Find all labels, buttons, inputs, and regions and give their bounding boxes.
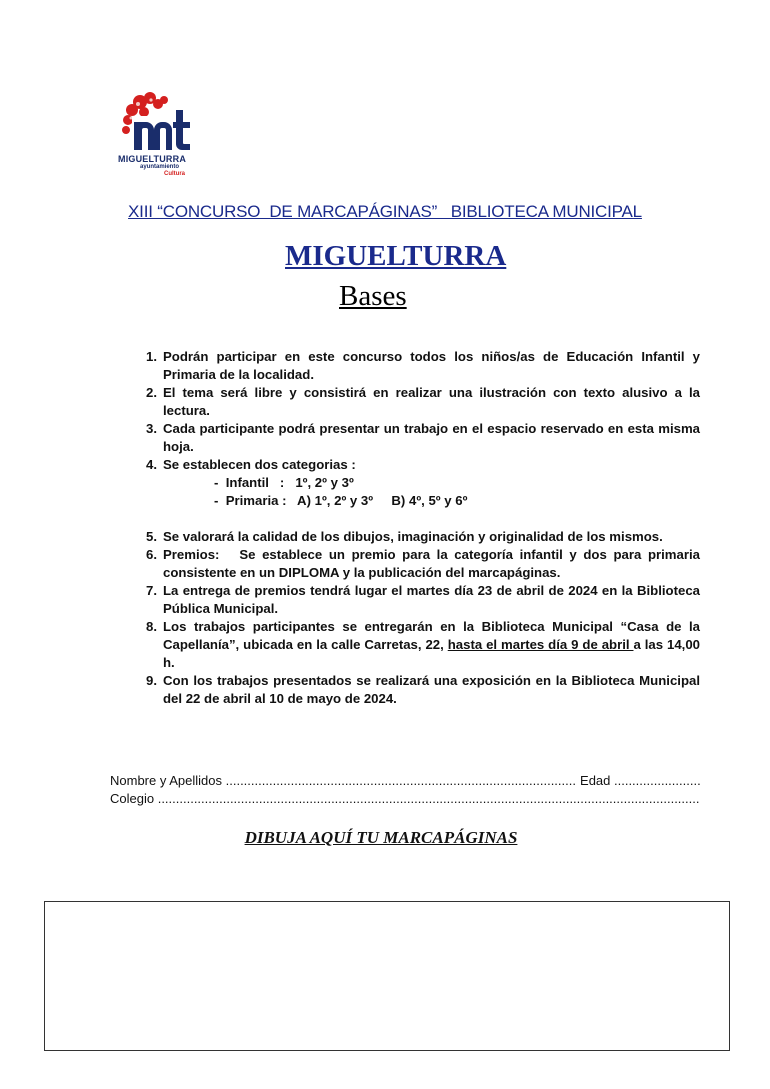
- rule-item: 6. Premios: Se establece un premio para la categoría infantil y dos para primaria consistente en un DIPLOMA y la publicación del marcapáginas.: [146, 547, 704, 580]
- school-line: [110, 790, 700, 808]
- logo-name: MIGUELTURRA: [118, 154, 187, 164]
- age-label: Edad: [576, 773, 614, 788]
- rule-item: 2. El tema será libre y consistirá en realizar una ilustración con texto alusivo a la lectura.: [146, 385, 700, 418]
- bases-heading: Bases: [339, 280, 407, 312]
- rule-item: 3. Cada participante podrá presentar un trabajo en el espacio reservado en esta misma hoja.: [146, 421, 700, 454]
- entry-form: [110, 772, 700, 808]
- draw-instruction: DIBUJA AQUÍ TU MARCAPÁGINAS: [244, 828, 518, 847]
- logo-subtitle-culture: Cultura: [164, 171, 185, 177]
- town-title: MIGUELTURRA: [285, 240, 507, 272]
- migelturra-logo: [118, 92, 202, 184]
- rule-item: 9. Con los trabajos presentados se realizará una exposición en la Biblioteca Municipal del 22 de abril al 10 de mayo de 2024.: [146, 673, 700, 706]
- logo-subtitle: ayuntamiento: [140, 164, 180, 170]
- rule-item: 5. Se valorará la calidad de los dibujos, imaginación y originalidad de los mismos.: [146, 529, 663, 544]
- rule-item: 7. La entrega de premios tendrá lugar el martes día 23 de abril de 2024 en la Biblioteca Pública Municipal.: [146, 583, 700, 616]
- rules-list: [128, 348, 704, 708]
- name-age-line: [110, 772, 700, 790]
- rule-item: 4. Se establecen dos categorias :: [146, 457, 356, 472]
- rule-item: 1. Podrán participar en este concurso todos los niños/as de Educación Infantil y Primaria de la localidad.: [146, 349, 700, 382]
- contest-title: XIII “CONCURSO DE MARCAPÁGINAS” BIBLIOTECA MUNICIPAL: [128, 202, 642, 221]
- logo-mark-icon: [118, 92, 202, 156]
- school-label: Colegio: [110, 791, 158, 806]
- age-field[interactable]: [614, 772, 700, 790]
- name-label: Nombre y Apellidos: [110, 773, 226, 788]
- rule-item: 8. Los trabajos participantes se entregarán en la Biblioteca Municipal “Casa de la Capellanía”, ubicada en la calle Carretas, 22, hasta el martes día 9 de abril a las 14,00 h.: [146, 619, 700, 670]
- name-field[interactable]: [226, 772, 577, 790]
- school-field[interactable]: [158, 790, 700, 808]
- category-primaria: - Primaria : A) 1º, 2º y 3º B) 4º, 5º y 6º: [214, 493, 468, 508]
- category-infantil: - Infantil : 1º, 2º y 3º: [214, 475, 354, 490]
- drawing-area[interactable]: [44, 901, 730, 1051]
- deadline-text: hasta el martes día 9 de abril: [447, 637, 634, 652]
